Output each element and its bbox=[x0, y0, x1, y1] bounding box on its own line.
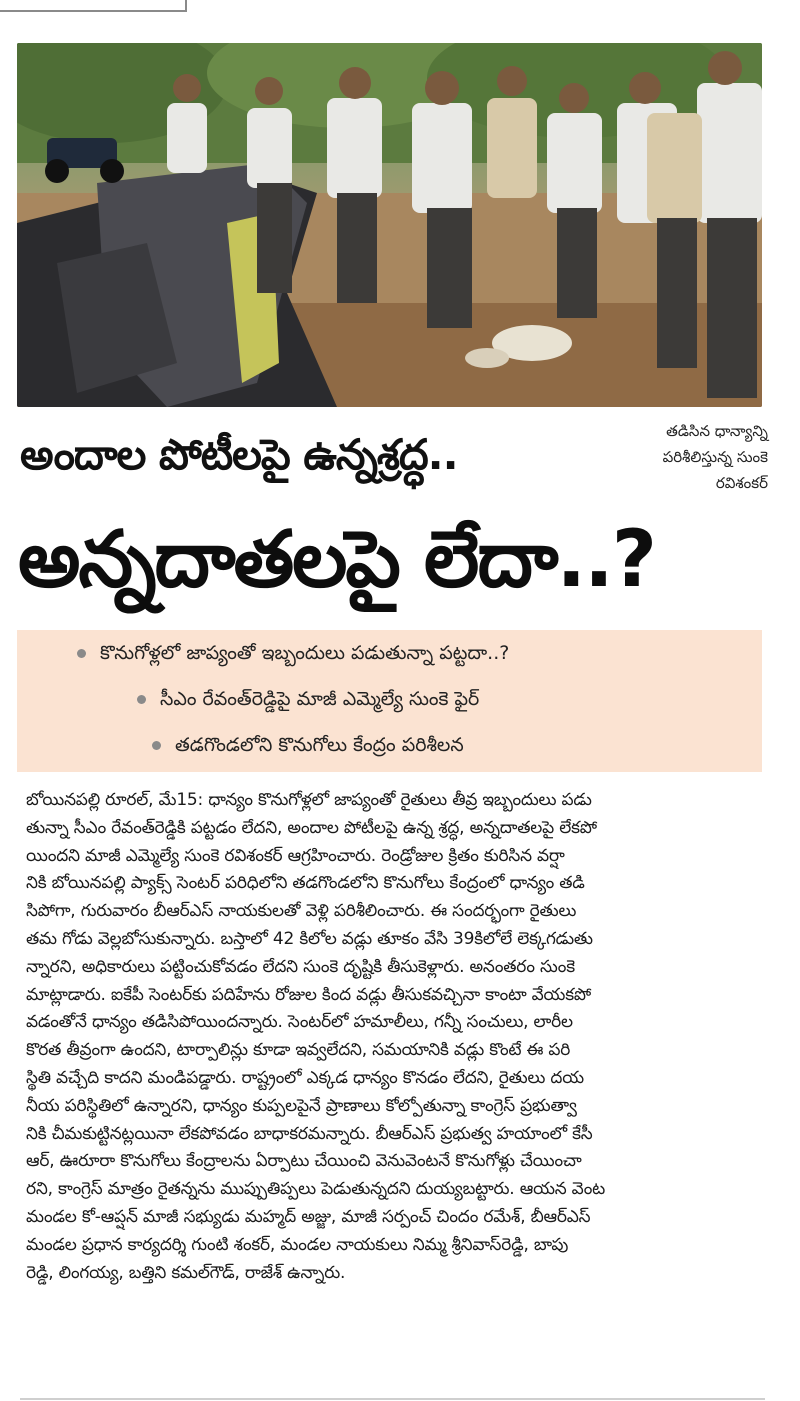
headline-secondary: అన్నదాతలపై లేదా..? bbox=[18, 515, 655, 605]
body-line: మాట్లాడారు. ఐకేపీ సెంటర్‌కు పదిహేను రోజుల కింద వడ్లు తీసుకవచ్చినా కాంటా వేయకపో bbox=[26, 984, 591, 1005]
body-line: మండల ప్రధాన కార్యదర్శి గుంటి శంకర్, మండల నాయకులు నిమ్మ శ్రీనివాస్‌రెడ్డి, బాపు bbox=[26, 1234, 569, 1255]
bottom-divider bbox=[20, 1398, 765, 1400]
body-line: యిందని మాజీ ఎమ్మెల్యే సుంకె రవిశంకర్ ఆగ్రహించారు. రెండ్రోజుల క్రితం కురిసిన వర్షా bbox=[26, 845, 565, 866]
caption-line: పరిశీలిస్తున్న సుంకె bbox=[662, 448, 768, 466]
body-line: తున్నా సీఎం రేవంత్‌రెడ్డికి పట్టడం లేదని, అందాల పోటీలపై ఉన్న శ్రద్ధ, అన్నదాతలపై లేకపో bbox=[26, 817, 597, 838]
highlight-item bbox=[77, 642, 509, 669]
body-line: నికి చీమకుట్టినట్లయినా లేకపోవడం బాధాకరమన్నారు. బీఆర్ఎస్ ప్రభుత్వ హయాంలో కేసీ bbox=[26, 1123, 593, 1144]
photo-caption bbox=[568, 418, 768, 496]
body-line: స్థితి వచ్చేది కాదని మండిపడ్డారు. రాష్ట్రంలో ఎక్కడ ధాన్యం కొనడం లేదని, రైతులు దయ bbox=[26, 1067, 584, 1088]
body-line: కొరత తీవ్రంగా ఉందని, టార్పాలిన్లు కూడా ఇవ్వలేదని, సమయానికి వడ్లు కొంటే ఈ పరి bbox=[26, 1040, 571, 1061]
body-line: ఆర్, ఊరూరా కొనుగోలు కేంద్రాలను ఏర్పాటు చేయించి వెనువెంటనే కొనుగోళ్లు చేయించా bbox=[26, 1151, 582, 1172]
highlights-box bbox=[17, 630, 762, 772]
body-line: వడంతోనే ధాన్యం తడిసిపోయిందన్నారు. సెంటర్‌లో హమాలీలు, గన్నీ సంచులు, లారీల bbox=[26, 1012, 573, 1033]
highlight-text: సీఎం రేవంత్‌రెడ్డిపై మాజీ ఎమ్మెల్యే సుంకె ఫైర్ bbox=[160, 688, 480, 710]
body-line: నికి బోయినపల్లి ప్యాక్స్ సెంటర్ పరిధిలోని తడగొండలోని కొనుగోలు కేంద్రంలో ధాన్యం తడి bbox=[26, 873, 585, 894]
caption-line: రవిశంకర్ bbox=[715, 474, 768, 492]
highlight-item bbox=[137, 688, 479, 715]
body-line: తమ గోడు వెల్లబోసుకున్నారు. బస్తాలో 42 కిలోల వడ్లు తూకం వేసి 39కిలోలే లెక్కగడుతు bbox=[26, 928, 593, 949]
bullet-dot-icon bbox=[137, 695, 146, 704]
body-line: నీయ పరిస్థితిలో ఉన్నారని, ధాన్యం కుప్పలపైనే ప్రాణాలు కోల్పోతున్నా కాంగ్రెస్ ప్రభుత్వా bbox=[26, 1095, 577, 1116]
highlight-item bbox=[152, 734, 464, 761]
body-line: మండల కో-ఆప్షన్ మాజీ సభ్యుడు మహ్మద్ అజ్జు, మాజీ సర్పంచ్ చిందం రమేశ్, బీఆర్ఎస్ bbox=[26, 1206, 591, 1227]
bullet-dot-icon bbox=[77, 649, 86, 658]
body-line: న్నారని, అధికారులు పట్టించుకోవడం లేదని సుంకె దృష్టికి తీసుకెళ్లారు. అనంతరం సుంకె bbox=[26, 956, 575, 977]
top-frame-rule bbox=[0, 0, 187, 12]
article-body bbox=[26, 787, 766, 1287]
body-line: సిపోగా, గురువారం బీఆర్ఎస్ నాయకులతో వెళ్లి పరిశీలించారు. ఈ సందర్భంగా రైతులు bbox=[26, 901, 577, 922]
highlight-text: తడగొండలోని కొనుగోలు కేంద్రం పరిశీలన bbox=[175, 734, 464, 756]
bullet-dot-icon bbox=[152, 741, 161, 750]
body-line: రని, కాంగ్రెస్ మాత్రం రైతన్నను ముప్పుతిప్పలు పెడుతున్నదని దుయ్యబట్టారు. ఆయన వెంట bbox=[26, 1179, 606, 1200]
headline-primary: అందాల పోటీలపై ఉన్నశ్రద్ధ.. bbox=[20, 430, 458, 479]
body-line: రెడ్డి, లింగయ్య, బత్తిని కమల్‌గౌడ్, రాజేశ్ ఉన్నారు. bbox=[26, 1262, 346, 1283]
news-photo-icon bbox=[17, 43, 762, 407]
highlight-text: కొనుగోళ్లలో జాప్యంతో ఇబ్బందులు పడుతున్నా పట్టదా..? bbox=[100, 642, 510, 664]
news-photo bbox=[17, 43, 762, 407]
body-line: బోయినపల్లి రూరల్, మే15: ధాన్యం కొనుగోళ్లలో జాప్యంతో రైతులు తీవ్ర ఇబ్బందులు పడు bbox=[26, 790, 592, 810]
caption-line: తడిసిన ధాన్యాన్ని bbox=[666, 422, 768, 440]
